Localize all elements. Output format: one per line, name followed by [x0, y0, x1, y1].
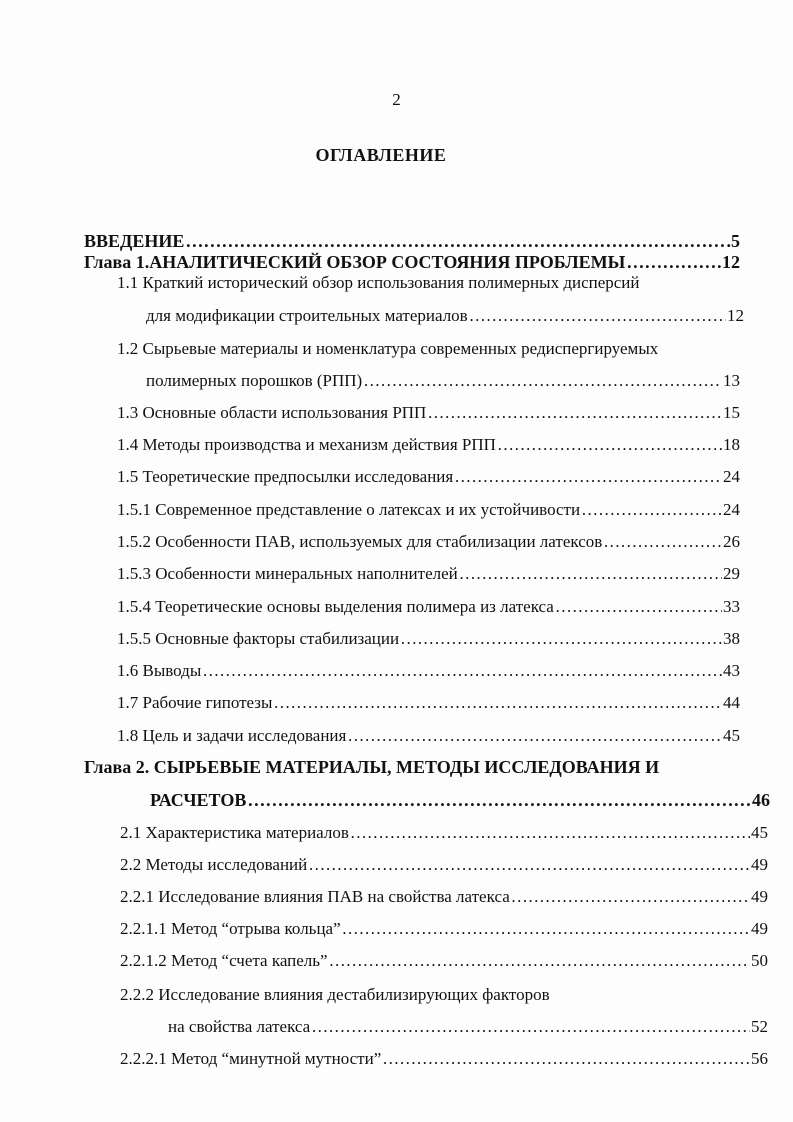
toc-leader: [273, 692, 722, 714]
toc-page-number: 12: [722, 252, 740, 272]
toc-entry-1-5-4: [117, 596, 740, 618]
toc-entry-2-2-2-line-1: 2.2.2 Исследование влияния дестабилизирующих факторов: [120, 985, 550, 1004]
toc-entry-2-2-2: [168, 1016, 768, 1038]
toc-page-number: 12: [727, 306, 744, 325]
toc-leader: [400, 628, 722, 650]
toc-entry-title: 1.5.4 Теоретические основы выделения полимера из латекса: [117, 597, 554, 616]
toc-page-number: 45: [723, 726, 740, 745]
toc-leader: [427, 402, 722, 424]
toc-leader: [308, 854, 750, 876]
toc-entry-title: РАСЧЕТОВ: [150, 790, 247, 810]
toc-leader: [581, 499, 722, 521]
toc-entry-1-5-5: [117, 628, 740, 650]
toc-page-number: 18: [723, 435, 740, 454]
toc-entry-title: 2.2.1 Исследование влияния ПАВ на свойства латекса: [120, 887, 510, 906]
toc-entry-chapter-2: [150, 789, 770, 811]
toc-entry-2-1: [120, 822, 768, 844]
toc-page-number: 45: [751, 823, 768, 842]
toc-entry-title: 2.1 Характеристика материалов: [120, 823, 349, 842]
toc-page-number: 49: [751, 855, 768, 874]
toc-page-number: 49: [751, 919, 768, 938]
toc-leader: [555, 596, 722, 618]
toc-leader: [247, 789, 751, 811]
toc-entry-title: 1.5.5 Основные факторы стабилизации: [117, 629, 400, 648]
toc-page-number: 46: [752, 790, 770, 810]
toc-leader: [469, 305, 726, 327]
toc-page-number: .5: [726, 231, 740, 251]
toc-entry-2-2-1-1: [120, 918, 768, 940]
toc-page-number: 38: [723, 629, 740, 648]
toc-entry-2-2-1: [120, 886, 768, 908]
toc-entry-title: 1.5.1 Современное представление о латексах и их устойчивости: [117, 500, 581, 519]
toc-entry-1-5: [117, 466, 740, 488]
toc-entry-title: 2.2.2.1 Метод “минутной мутности”: [120, 1049, 382, 1068]
toc-entry-1-6: [117, 660, 740, 682]
toc-entry-1-2-line-1: 1.2 Сырьевые материалы и номенклатура современных редиспергируемых: [117, 339, 659, 358]
toc-entry-1-4: [117, 434, 740, 456]
toc-entry-title: 1.5 Теоретические предпосылки исследования: [117, 467, 454, 486]
toc-entry-title: 1.5.2 Особенности ПАВ, используемых для стабилизации латексов: [117, 532, 603, 551]
toc-leader: [382, 1048, 750, 1070]
toc-entry-title: 1.8 Цель и задачи исследования: [117, 726, 347, 745]
toc-leader: [342, 918, 750, 940]
toc-entry-introduction: [84, 230, 740, 252]
toc-entry-title: 1.7 Рабочие гипотезы: [117, 693, 273, 712]
toc-entry-title: Глава 1.АНАЛИТИЧЕСКИЙ ОБЗОР СОСТОЯНИЯ ПРОБЛЕМЫ: [84, 252, 626, 272]
toc-leader: [311, 1016, 750, 1038]
toc-page-number: 15: [723, 403, 740, 422]
toc-entry-title: на свойства латекса: [168, 1017, 311, 1036]
toc-entry-1-2: [146, 370, 740, 392]
toc-entry-title: 2.2.1.1 Метод “отрыва кольца”: [120, 919, 341, 938]
toc-page-number: 24: [723, 467, 740, 486]
toc-entry-title: для модификации строительных материалов: [146, 306, 468, 325]
toc-entry-title: 1.4 Методы производства и механизм действия РПП: [117, 435, 496, 454]
toc-leader: [497, 434, 722, 456]
toc-entry-title: ВВЕДЕНИЕ: [84, 231, 185, 251]
toc-entry-1-5-3: [117, 563, 740, 585]
toc-leader: [459, 563, 722, 585]
toc-leader: [347, 725, 722, 747]
toc-entry-title: 2.2.1.2 Метод “счета капель”: [120, 951, 328, 970]
toc-entry-1-1-line-1: 1.1 Краткий исторический обзор использования полимерных дисперсий: [117, 273, 640, 292]
toc-entry-1-8: [117, 725, 740, 747]
toc-entry-1-3: [117, 402, 740, 424]
toc-page-number: 49: [751, 887, 768, 906]
toc-page-number: 29: [723, 564, 740, 583]
toc-page-number: 52: [751, 1017, 768, 1036]
toc-page-number: 44: [723, 693, 740, 712]
toc-page-number: 24: [723, 500, 740, 519]
toc-leader: [363, 370, 722, 392]
toc-page-number: 13: [723, 371, 740, 390]
toc-page-number: 33: [723, 597, 740, 616]
toc-leader: [202, 660, 722, 682]
toc-entry-title: 1.3 Основные области использования РПП: [117, 403, 427, 422]
toc-page-number: 56: [751, 1049, 768, 1068]
toc-entry-1-5-2: [117, 531, 740, 553]
toc-entry-2-2-2-1: [120, 1048, 768, 1070]
toc-entry-chapter-1: [84, 251, 740, 273]
toc-entry-1-1: [146, 305, 744, 327]
toc-entry-title: 1.5.3 Особенности минеральных наполнителей: [117, 564, 458, 583]
toc-leader: [350, 822, 750, 844]
toc-leader: [603, 531, 722, 553]
toc-entry-2-2-1-2: [120, 950, 768, 972]
toc-entry-title: 1.6 Выводы: [117, 661, 202, 680]
toc-entry-1-5-1: [117, 499, 740, 521]
toc-entry-title: полимерных порошков (РПП): [146, 371, 363, 390]
toc-leader: [185, 230, 725, 252]
toc-leader: [511, 886, 750, 908]
toc-page-number: 43: [723, 661, 740, 680]
toc-page-number: 50: [751, 951, 768, 970]
toc-entry-chapter-2-line-1: Глава 2. СЫРЬЕВЫЕ МАТЕРИАЛЫ, МЕТОДЫ ИССЛЕДОВАНИЯ И: [84, 757, 660, 777]
toc-leader: [626, 251, 721, 273]
toc-leader: [454, 466, 722, 488]
toc-page-number: 26: [723, 532, 740, 551]
toc-entry-2-2: [120, 854, 768, 876]
toc-leader: [329, 950, 750, 972]
toc-entry-title: 2.2 Методы исследований: [120, 855, 308, 874]
page-number: 2: [392, 90, 401, 109]
page-title: ОГЛАВЛЕНИЕ: [315, 145, 447, 165]
toc-entry-1-7: [117, 692, 740, 714]
